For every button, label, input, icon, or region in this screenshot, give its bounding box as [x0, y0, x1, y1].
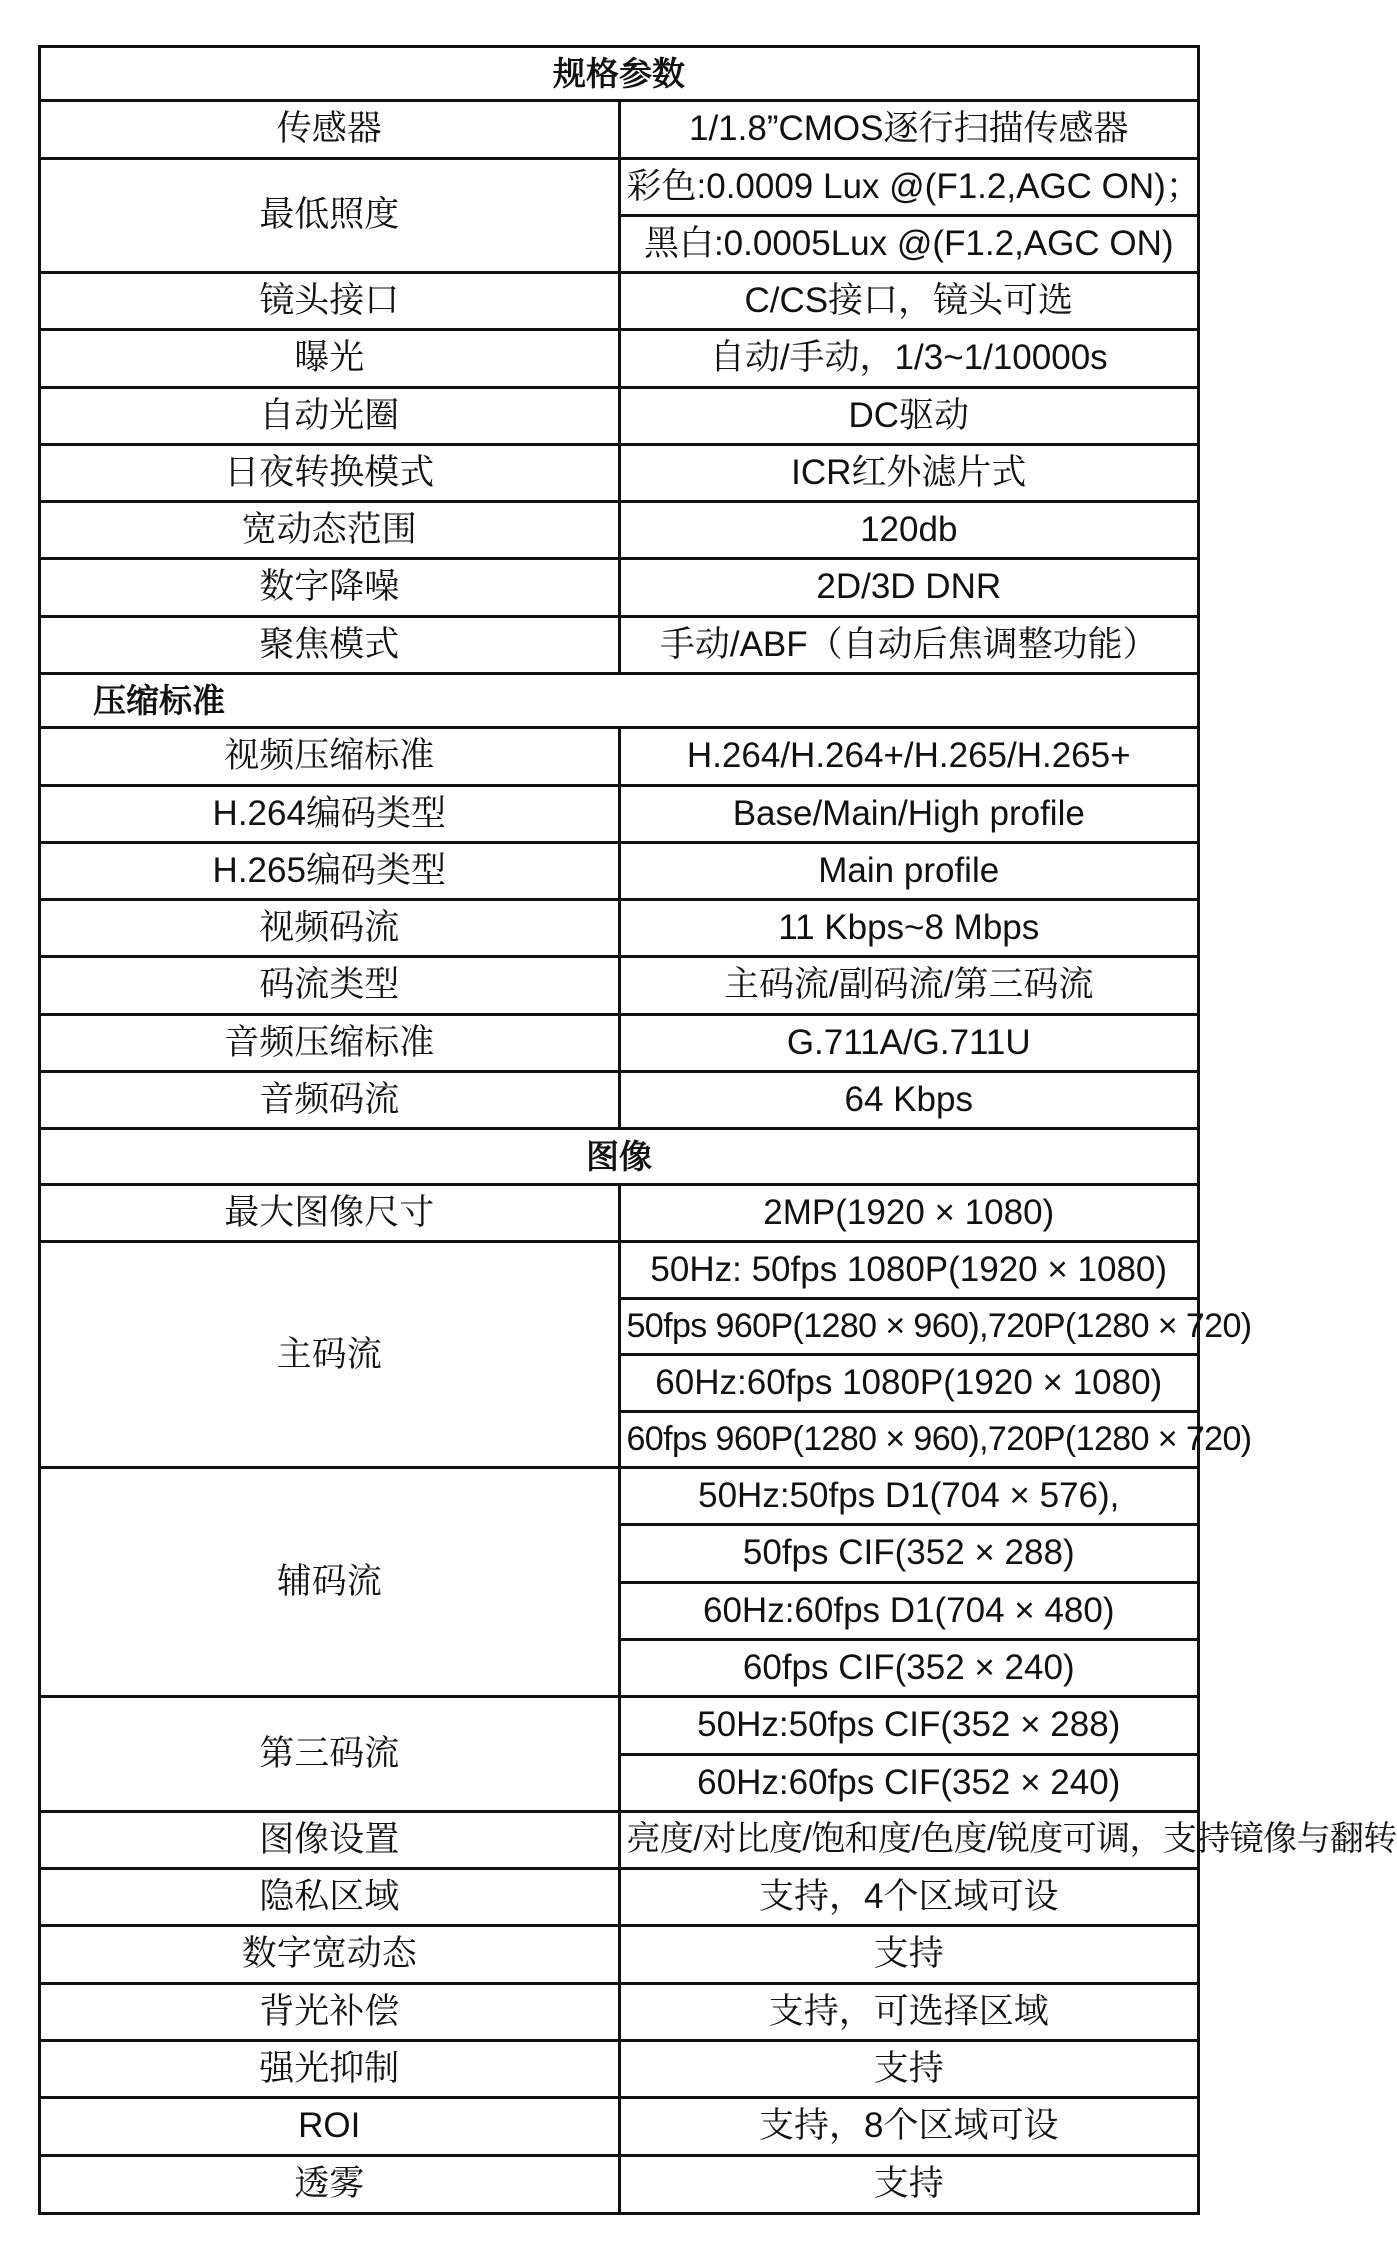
spec-value: G.711A/G.711U: [619, 1014, 1199, 1071]
section-header-image: [40, 1129, 1199, 1185]
spec-row-video-bitrate: [40, 900, 1199, 957]
spec-value: C/CS接口，镜头可选: [619, 273, 1199, 330]
spec-value: 2D/3D DNR: [619, 559, 1199, 616]
spec-value: 60fps 960P(1280 × 960),720P(1280 × 720): [619, 1412, 1199, 1468]
spec-label: 宽动态范围: [40, 502, 620, 559]
spec-value: 50Hz:50fps D1(704 × 576),: [619, 1468, 1199, 1525]
spec-value: 50Hz: 50fps 1080P(1920 × 1080): [619, 1242, 1199, 1299]
spec-value: 50Hz:50fps CIF(352 × 288): [619, 1697, 1199, 1754]
spec-row-blc: [40, 1983, 1199, 2040]
spec-row-max-resolution: [40, 1184, 1199, 1241]
spec-row-main-stream: [40, 1242, 1199, 1299]
spec-row-exposure: [40, 330, 1199, 387]
spec-label: 音频码流: [40, 1071, 620, 1128]
spec-label: 自动光圈: [40, 387, 620, 444]
spec-label: 最低照度: [40, 158, 620, 273]
spec-value: 主码流/副码流/第三码流: [619, 957, 1199, 1014]
spec-row-sensor: [40, 101, 1199, 158]
section-title-compression: 压缩标准: [40, 674, 1199, 728]
spec-value: 60Hz:60fps 1080P(1920 × 1080): [619, 1355, 1199, 1412]
spec-row-roi: [40, 2098, 1199, 2155]
spec-row-auto-iris: [40, 387, 1199, 444]
spec-row-defog: [40, 2155, 1199, 2213]
spec-label: 强光抑制: [40, 2041, 620, 2098]
spec-value: 支持: [619, 2155, 1199, 2213]
spec-label: 曝光: [40, 330, 620, 387]
spec-row-third-stream: [40, 1697, 1199, 1754]
spec-label: 传感器: [40, 101, 620, 158]
spec-row-h265-profile: [40, 842, 1199, 899]
spec-label: 聚焦模式: [40, 616, 620, 673]
spec-row-video-compression: [40, 728, 1199, 785]
spec-value: 120db: [619, 502, 1199, 559]
section-title-spec: 规格参数: [40, 47, 1199, 101]
spec-label: 辅码流: [40, 1468, 620, 1697]
spec-row-stream-type: [40, 957, 1199, 1014]
spec-label: H.265编码类型: [40, 842, 620, 899]
spec-row-privacy-mask: [40, 1869, 1199, 1926]
spec-value: 2MP(1920 × 1080): [619, 1184, 1199, 1241]
spec-row-audio-bitrate: [40, 1071, 1199, 1128]
spec-value: 支持: [619, 2041, 1199, 2098]
spec-value: 亮度/对比度/饱和度/色度/锐度可调，支持镜像与翻转: [619, 1811, 1199, 1868]
spec-value: 1/1.8”CMOS逐行扫描传感器: [619, 101, 1199, 158]
spec-value: 支持，4个区域可设: [619, 1869, 1199, 1926]
spec-label: 主码流: [40, 1242, 620, 1468]
spec-row-sub-stream: [40, 1468, 1199, 1525]
spec-row-min-illumination: [40, 158, 1199, 215]
spec-row-audio-compression: [40, 1014, 1199, 1071]
spec-value: 50fps 960P(1280 × 960),720P(1280 × 720): [619, 1299, 1199, 1355]
spec-row-image-settings: [40, 1811, 1199, 1868]
spec-value: ICR红外滤片式: [619, 444, 1199, 501]
spec-value: 11 Kbps~8 Mbps: [619, 900, 1199, 957]
spec-value: 60Hz:60fps D1(704 × 480): [619, 1582, 1199, 1639]
spec-value: Main profile: [619, 842, 1199, 899]
spec-label: 图像设置: [40, 1811, 620, 1868]
spec-value: 60fps CIF(352 × 240): [619, 1640, 1199, 1697]
spec-value: 50fps CIF(352 × 288): [619, 1525, 1199, 1582]
spec-label: 透雾: [40, 2155, 620, 2213]
spec-value: DC驱动: [619, 387, 1199, 444]
spec-row-h264-profile: [40, 785, 1199, 842]
spec-label: 日夜转换模式: [40, 444, 620, 501]
spec-row-day-night: [40, 444, 1199, 501]
spec-label: 数字宽动态: [40, 1926, 620, 1983]
section-header-spec: [40, 47, 1199, 101]
spec-label: 视频压缩标准: [40, 728, 620, 785]
spec-label: 数字降噪: [40, 559, 620, 616]
spec-value: 自动/手动，1/3~1/10000s: [619, 330, 1199, 387]
spec-label: 镜头接口: [40, 273, 620, 330]
spec-table: [38, 45, 1397, 2215]
spec-label: 第三码流: [40, 1697, 620, 1812]
spec-row-hlc: [40, 2041, 1199, 2098]
spec-value: Base/Main/High profile: [619, 785, 1199, 842]
spec-label: 视频码流: [40, 900, 620, 957]
spec-row-lens-mount: [40, 273, 1199, 330]
section-header-compression: [40, 674, 1199, 728]
spec-row-dnr: [40, 559, 1199, 616]
spec-label: 最大图像尺寸: [40, 1184, 620, 1241]
spec-value: 黑白:0.0005Lux @(F1.2,AGC ON): [619, 215, 1199, 272]
section-title-image: 图像: [40, 1129, 1199, 1185]
spec-value: 支持，可选择区域: [619, 1983, 1199, 2040]
spec-label: 背光补偿: [40, 1983, 620, 2040]
spec-label: 音频压缩标准: [40, 1014, 620, 1071]
spec-label: 码流类型: [40, 957, 620, 1014]
spec-row-digital-wdr: [40, 1926, 1199, 1983]
spec-value: 60Hz:60fps CIF(352 × 240): [619, 1754, 1199, 1811]
spec-row-focus-mode: [40, 616, 1199, 673]
spec-value: H.264/H.264+/H.265/H.265+: [619, 728, 1199, 785]
spec-label: H.264编码类型: [40, 785, 620, 842]
spec-label: 隐私区域: [40, 1869, 620, 1926]
spec-value: 64 Kbps: [619, 1071, 1199, 1128]
spec-row-wdr: [40, 502, 1199, 559]
spec-value: 支持: [619, 1926, 1199, 1983]
spec-label: ROI: [40, 2098, 620, 2155]
spec-value: 支持，8个区域可设: [619, 2098, 1199, 2155]
spec-sheet: [38, 45, 1397, 2215]
spec-value: 手动/ABF（自动后焦调整功能）: [619, 616, 1199, 673]
spec-value: 彩色:0.0009 Lux @(F1.2,AGC ON)；: [619, 158, 1199, 215]
